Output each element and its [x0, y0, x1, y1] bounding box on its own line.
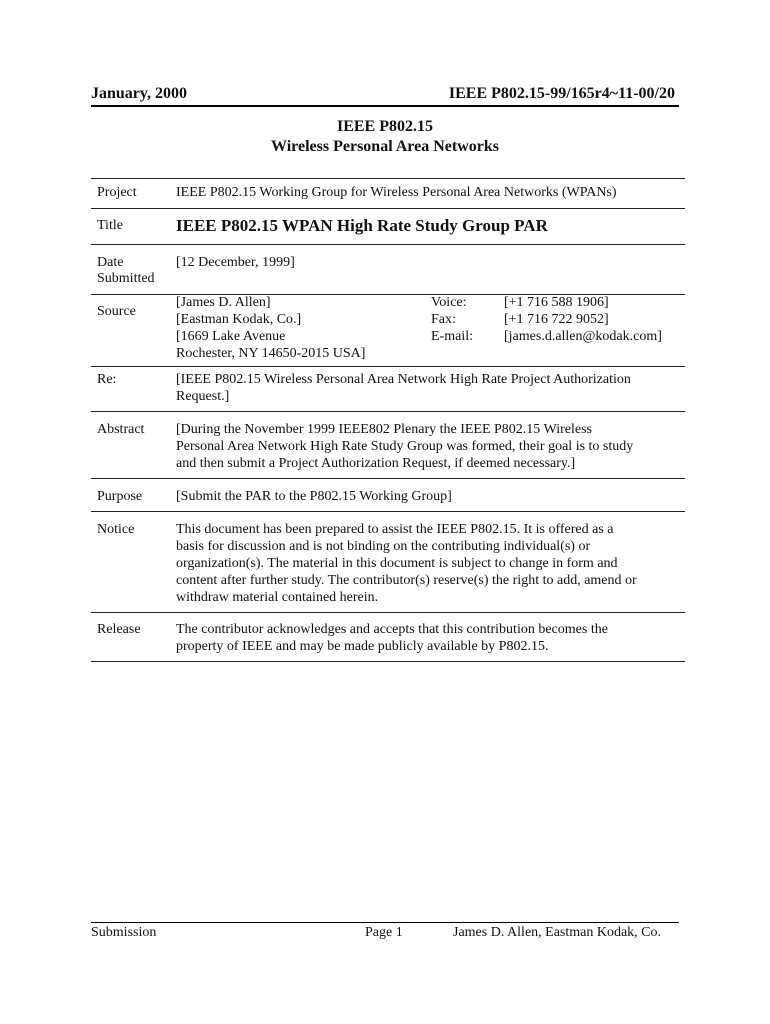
source-contact-values [504, 294, 662, 345]
purpose-label: Purpose [97, 489, 143, 504]
table-rule [91, 411, 685, 412]
source-address-line: Rochester, NY 14650-2015 USA] [176, 346, 366, 361]
table-rule [91, 511, 685, 512]
source-contact-labels [431, 294, 473, 345]
voice-value: [+1 716 588 1906] [504, 295, 609, 310]
abstract-line: and then submit a Project Authorization Request, if deemed necessary.] [176, 456, 576, 471]
table-rule [91, 366, 685, 367]
abstract-line: [During the November 1999 IEEE802 Plenary the IEEE P802.15 Wireless [176, 422, 592, 437]
release-line: property of IEEE and may be made publicly available by P802.15. [176, 639, 549, 654]
project-value: IEEE P802.15 Working Group for Wireless Personal Area Networks (WPANs) [176, 185, 617, 200]
re-line: Request.] [176, 389, 230, 404]
header-date: January, 2000 [91, 85, 188, 102]
page-header [91, 84, 679, 107]
email-value: [james.d.allen@kodak.com] [504, 329, 662, 344]
doc-title-line1: IEEE P802.15 [336, 118, 433, 135]
abstract-label: Abstract [97, 422, 145, 437]
re-line: [IEEE P802.15 Wireless Personal Area Network High Rate Project Authorization [176, 372, 631, 387]
table-rule [91, 478, 685, 479]
source-address-line: [Eastman Kodak, Co.] [176, 312, 302, 327]
release-line: The contributor acknowledges and accepts that this contribution becomes the [176, 622, 608, 637]
date-submitted-value: [12 December, 1999] [176, 255, 295, 270]
date-label-line2: Submitted [97, 271, 155, 286]
footer-author: James D. Allen, Eastman Kodak, Co. [453, 925, 662, 940]
title-label: Title [97, 218, 123, 233]
table-rule [91, 208, 685, 209]
notice-line: organization(s). The material in this document is subject to change in form and [176, 556, 618, 571]
header-doc-number: IEEE P802.15-99/165r4~11-00/20 [448, 85, 675, 102]
notice-line: basis for discussion and is not binding on the contributing individual(s) or [176, 539, 591, 554]
abstract-value [176, 421, 681, 472]
footer-page-number: Page 1 [365, 925, 403, 940]
source-address-line: [James D. Allen] [176, 295, 271, 310]
table-rule [91, 244, 685, 245]
fax-label: Fax: [431, 312, 456, 327]
notice-label: Notice [97, 522, 135, 537]
project-label: Project [97, 185, 137, 200]
abstract-line: Personal Area Network High Rate Study Group was formed, their goal is to study [176, 439, 634, 454]
fax-value: [+1 716 722 9052] [504, 312, 609, 327]
notice-line: content after further study. The contributor(s) reserve(s) the right to add, amend or [176, 573, 637, 588]
email-label: E-mail: [431, 329, 473, 344]
footer-submission: Submission [91, 925, 157, 940]
notice-value [176, 521, 681, 606]
date-label-line1: Date [97, 255, 124, 270]
purpose-value: [Submit the PAR to the P802.15 Working Group] [176, 489, 452, 504]
source-label: Source [97, 304, 136, 319]
table-rule [91, 661, 685, 662]
re-value [176, 371, 681, 405]
release-label: Release [97, 622, 141, 637]
notice-line: This document has been prepared to assist the IEEE P802.15. It is offered as a [176, 522, 614, 537]
release-value [176, 621, 681, 655]
doc-title-line2: Wireless Personal Area Networks [271, 138, 499, 155]
table-rule [91, 612, 685, 613]
source-address-line: [1669 Lake Avenue [176, 329, 286, 344]
notice-line: withdraw material contained herein. [176, 590, 379, 605]
re-label: Re: [97, 372, 117, 387]
voice-label: Voice: [431, 295, 467, 310]
footer-rule [91, 922, 679, 923]
table-rule [91, 178, 685, 179]
title-value: IEEE P802.15 WPAN High Rate Study Group PAR [176, 216, 548, 235]
